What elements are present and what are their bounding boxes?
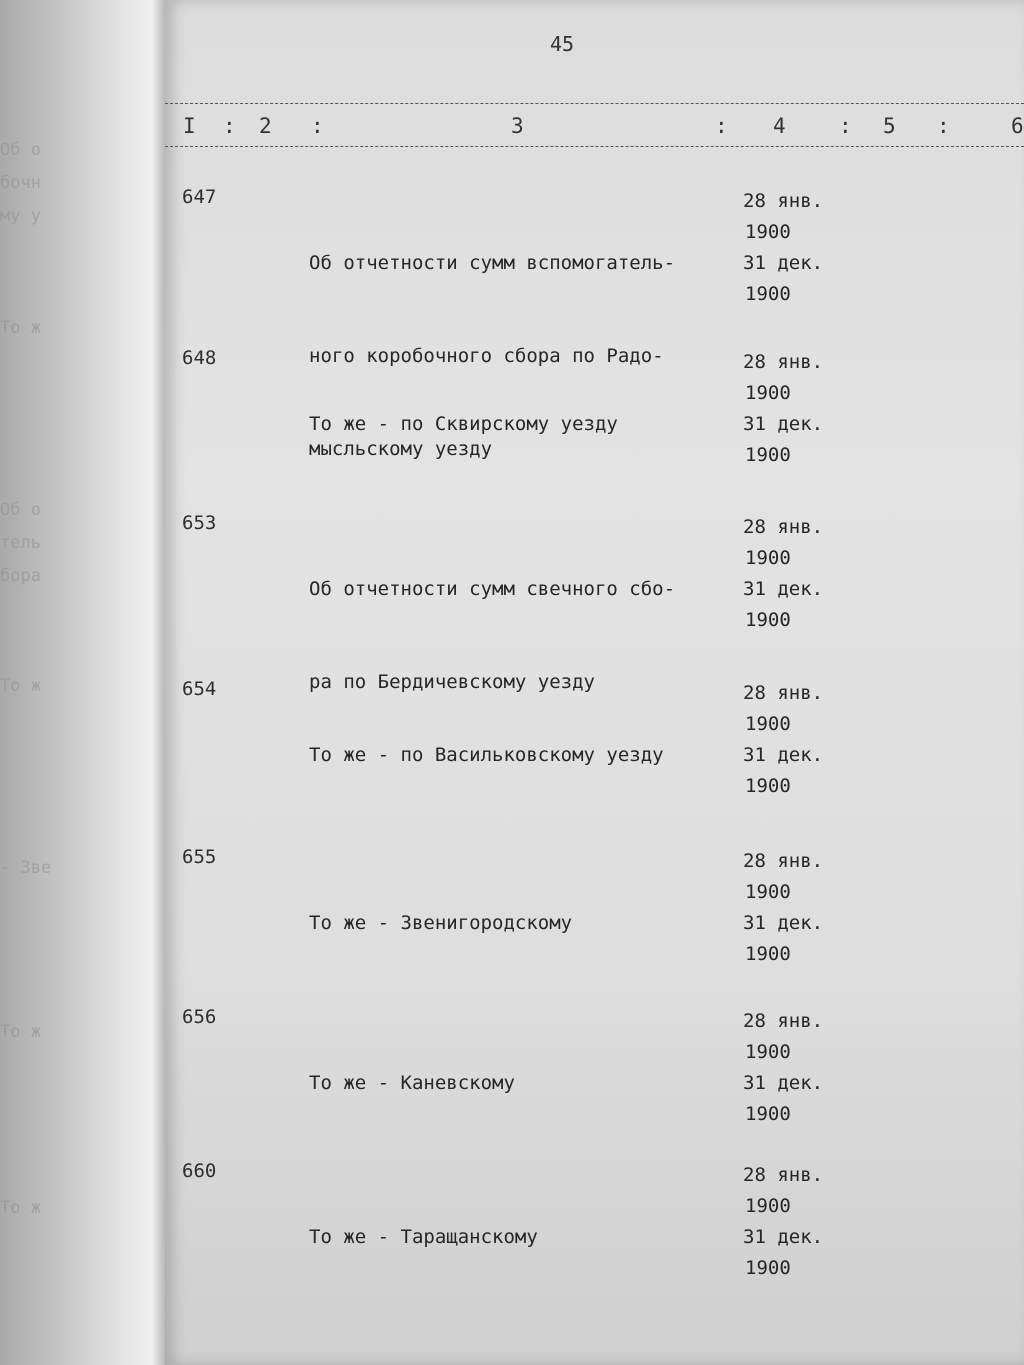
title-line: То же - Таращанскому: [309, 1226, 538, 1248]
ghost-text: То ж: [0, 318, 41, 338]
entry-title: [309, 1006, 739, 1161]
column-separator: :: [839, 114, 852, 138]
entry-dates: [743, 347, 843, 471]
entry-number: 655: [182, 846, 217, 868]
start-year: 1900: [745, 881, 791, 903]
column-separator: :: [223, 114, 236, 138]
entry-number: 648: [182, 347, 217, 369]
table-row: [165, 846, 1024, 976]
end-year: 1900: [745, 444, 791, 466]
end-year: 1900: [745, 775, 791, 797]
title-line: Об отчетности сумм свечного сбо-: [309, 578, 676, 600]
start-date: 28 янв.: [743, 351, 824, 373]
entry-dates: [743, 512, 843, 636]
start-date: 28 янв.: [743, 850, 824, 872]
table-row: [165, 678, 1024, 808]
column-separator: :: [715, 114, 728, 138]
ghost-text: бочн: [0, 173, 41, 193]
entry-dates: [743, 678, 843, 802]
end-year: 1900: [745, 1103, 791, 1125]
title-line: мысльскому уезду: [309, 438, 493, 460]
column-header-3: 3: [511, 114, 524, 138]
column-header-2: 2: [259, 114, 272, 138]
end-date: 31 дек.: [743, 578, 824, 600]
title-line: То же - по Васильковскому уезду: [309, 744, 664, 766]
end-year: 1900: [745, 283, 791, 305]
column-separator: :: [311, 114, 324, 138]
entry-title: [309, 678, 739, 833]
ghost-text: Об о: [0, 140, 41, 160]
header-top-rule: [165, 103, 1024, 104]
start-date: 28 янв.: [743, 682, 824, 704]
column-header-4: 4: [773, 114, 786, 138]
entry-number: 653: [182, 512, 217, 534]
end-year: 1900: [745, 1257, 791, 1279]
start-date: 28 янв.: [743, 1010, 824, 1032]
title-line: То же - Звенигородскому: [309, 912, 573, 934]
entry-number: 654: [182, 678, 217, 700]
start-year: 1900: [745, 1041, 791, 1063]
ghost-text: му у: [0, 206, 41, 226]
start-year: 1900: [745, 1195, 791, 1217]
ghost-text: - Зве: [0, 858, 52, 878]
entry-number: 647: [182, 186, 217, 208]
title-line: То же - Каневскому: [309, 1072, 515, 1094]
entry-dates: [743, 1006, 843, 1130]
ghost-text: Об о: [0, 500, 41, 520]
document-page: [165, 0, 1024, 1365]
ghost-text: тель: [0, 533, 41, 553]
column-header-5: 5: [883, 114, 896, 138]
ghost-text: То ж: [0, 1198, 41, 1218]
title-line: ного коробочного сбора по Радо-: [309, 345, 664, 367]
entry-number: 656: [182, 1006, 217, 1028]
column-header-1: I: [183, 114, 196, 138]
ghost-text: бора: [0, 566, 41, 586]
table-row: [165, 347, 1024, 477]
entry-title: [309, 347, 739, 502]
entry-dates: [743, 186, 843, 310]
end-year: 1900: [745, 943, 791, 965]
entry-title: [309, 846, 739, 1001]
column-separator: :: [937, 114, 950, 138]
column-header-6: 6: [1011, 114, 1024, 138]
ghost-text: То ж: [0, 676, 41, 696]
entry-dates: [743, 846, 843, 970]
start-year: 1900: [745, 547, 791, 569]
title-line: Об отчетности сумм вспомогатель-: [309, 252, 676, 274]
title-line: То же - по Сквирскому уезду: [309, 413, 618, 435]
start-year: 1900: [745, 382, 791, 404]
title-line: ра по Бердичевскому уезду: [309, 671, 595, 693]
table-row: [165, 1160, 1024, 1290]
end-date: 31 дек.: [743, 413, 824, 435]
end-date: 31 дек.: [743, 1072, 824, 1094]
entry-title: [309, 1160, 739, 1315]
entry-number: 660: [182, 1160, 217, 1182]
start-year: 1900: [745, 713, 791, 735]
start-date: 28 янв.: [743, 190, 824, 212]
header-bottom-rule: [165, 146, 1024, 147]
end-date: 31 дек.: [743, 1226, 824, 1248]
ghost-text: То ж: [0, 1022, 41, 1042]
start-date: 28 янв.: [743, 516, 824, 538]
start-date: 28 янв.: [743, 1164, 824, 1186]
table-row: [165, 1006, 1024, 1136]
end-year: 1900: [745, 609, 791, 631]
end-date: 31 дек.: [743, 912, 824, 934]
end-date: 31 дек.: [743, 744, 824, 766]
entry-dates: [743, 1160, 843, 1284]
previous-page-edge: [0, 0, 165, 1365]
start-year: 1900: [745, 221, 791, 243]
end-date: 31 дек.: [743, 252, 824, 274]
page-number: 45: [550, 32, 575, 56]
